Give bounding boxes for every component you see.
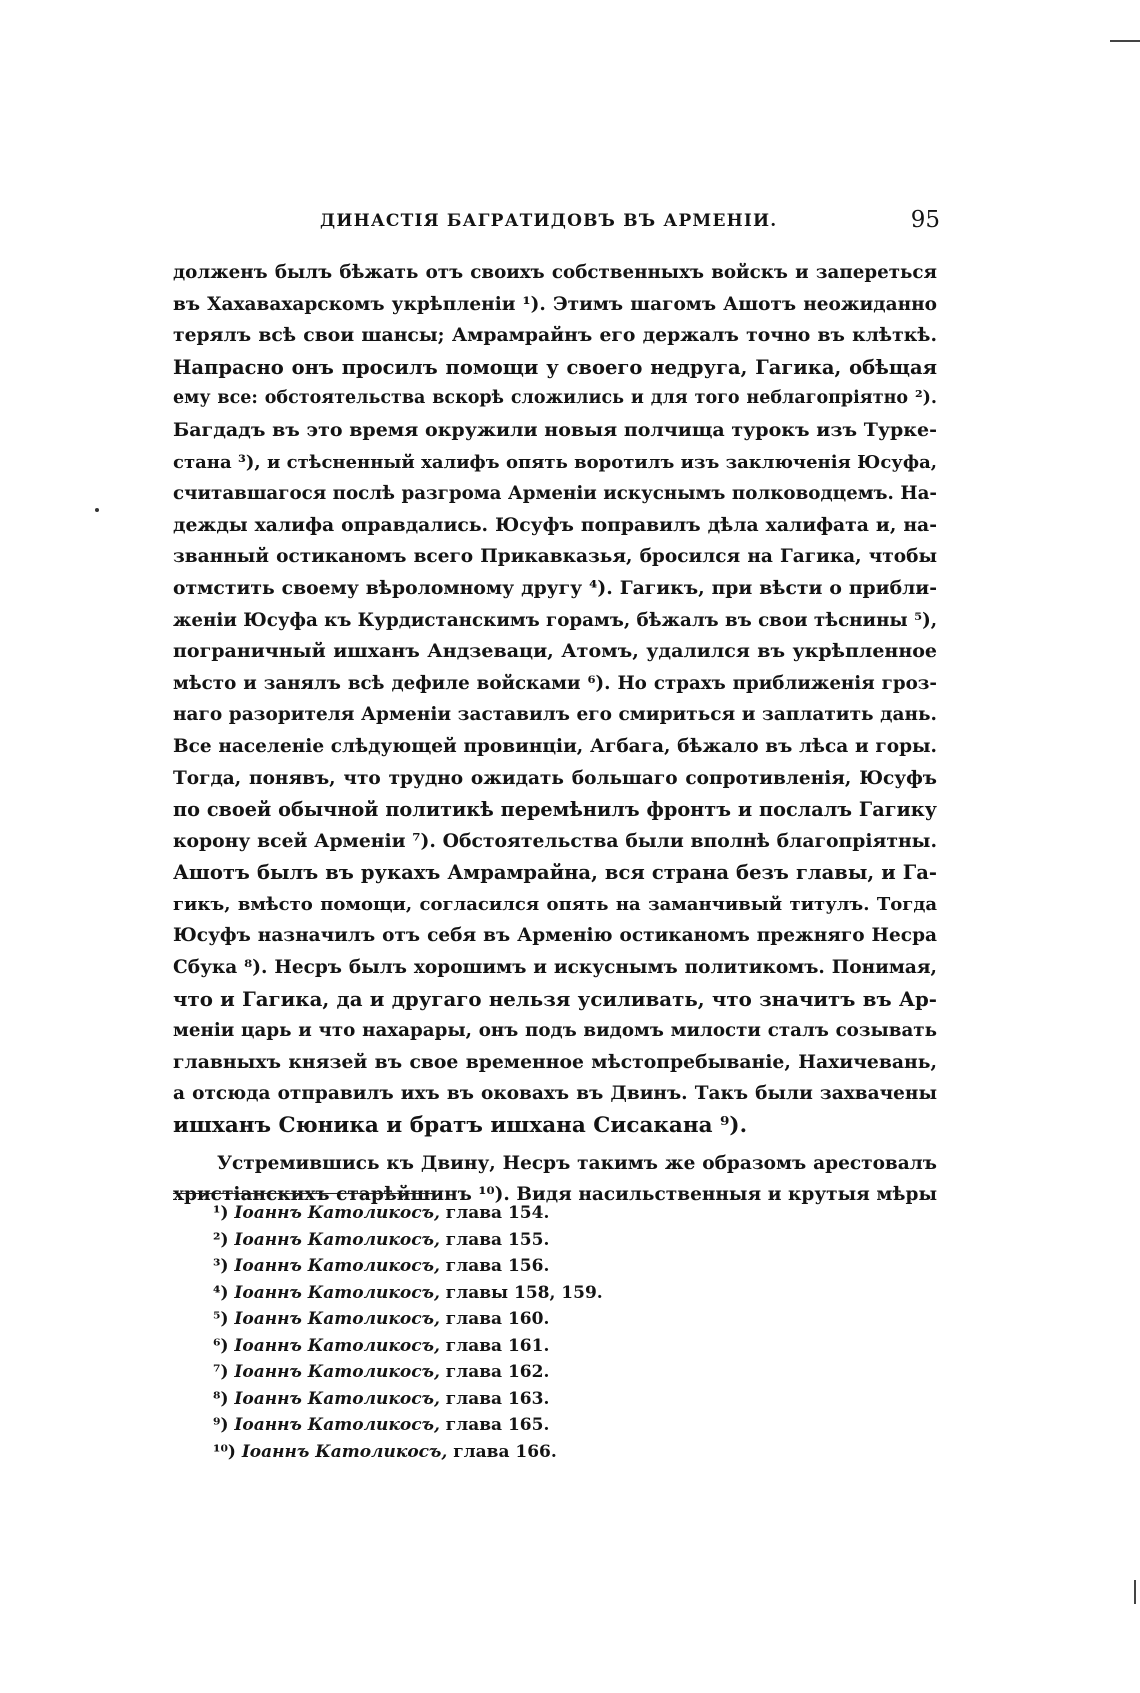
text-line: отмстить своему вѣроломному другу ⁴). Гагикъ, при вѣсти о прибли- (173, 576, 937, 599)
footnote-author: Іоаннъ Католикосъ, (234, 1415, 440, 1435)
footnote (213, 1306, 813, 1333)
footnote-author: Іоаннъ Католикосъ, (234, 1309, 440, 1329)
footnote-mark: ⁸) (213, 1388, 229, 1409)
footnote (213, 1439, 813, 1466)
text-line: ему все: обстоятельства вскорѣ сложились и для того неблагопріятно ²). (173, 388, 937, 409)
text-line: Напрасно онъ просилъ помощи у своего недруга, Гагика, обѣщая (173, 355, 937, 379)
footnote-ref: глава 154. (445, 1203, 550, 1223)
footnote-author: Іоаннъ Католикосъ, (234, 1256, 440, 1276)
text-line: Ашотъ былъ въ рукахъ Амрамрайна, вся страна безъ главы, и Га- (173, 861, 937, 885)
footnote (213, 1359, 813, 1386)
text-line: Багдадъ въ это время окружили новыя полчища турокъ изъ Турке- (173, 418, 937, 441)
footnote (213, 1412, 813, 1439)
footnote-mark: ²) (213, 1229, 229, 1250)
footnote-divider (173, 1193, 433, 1194)
footnote-author: Іоаннъ Католикосъ, (234, 1229, 440, 1250)
text-line: меніи царь и что нахарары, онъ подъ видомъ милости сталъ созывать (173, 1020, 937, 1042)
footnote-author: Іоаннъ Католикосъ, (234, 1362, 440, 1382)
scan-edge-mark-bottom (1134, 1580, 1136, 1604)
text-line: главныхъ князей въ свое временное мѣстопребываніе, Нахичевань, (173, 1050, 937, 1073)
footnote-author: Іоаннъ Католикосъ, (234, 1388, 440, 1409)
footnote-ref: глава 162. (445, 1362, 550, 1382)
text-line: Юсуфъ назначилъ отъ себя въ Арменію остиканомъ прежняго Несра (173, 925, 937, 947)
text-line: корону всей Арменіи ⁷). Обстоятельства были вполнѣ благопріятны. (173, 829, 937, 852)
footnote-mark: ¹⁰) (213, 1441, 236, 1462)
footnote-ref: глава 163. (445, 1388, 550, 1409)
text-line: мѣсто и занялъ всѣ дефиле войсками ⁶). Но страхъ приближенія гроз- (173, 672, 937, 694)
text-line: наго разорителя Арменіи заставилъ его смириться и заплатить дань. (173, 704, 937, 726)
text-line: пограничный ишханъ Андзеваци, Атомъ, удалился въ укрѣпленное (173, 640, 937, 663)
footnote (213, 1333, 813, 1360)
footnote-ref: главы 158, 159. (445, 1282, 603, 1303)
text-line: дежды халифа оправдались. Юсуфъ поправилъ дѣла халифата и, на- (173, 513, 937, 536)
text-line: долженъ былъ бѣжать отъ своихъ собственныхъ войскъ и запереться (173, 262, 937, 283)
footnote-ref: глава 161. (445, 1335, 550, 1356)
footnote-author: Іоаннъ Католикосъ, (241, 1441, 448, 1462)
text-line: терялъ всѣ свои шансы; Амрамрайнъ его держалъ точно въ клѣткѣ. (173, 324, 937, 347)
page-header (320, 207, 940, 237)
page-number: 95 (910, 207, 940, 233)
text-line: женіи Юсуфа къ Курдистанскимъ горамъ, бѣжалъ въ свои тѣснины ⁵), (173, 609, 938, 631)
footnote-ref: глава 155. (445, 1229, 550, 1250)
running-title: ДИНАСТІЯ БАГРАТИДОВЪ ВЪ АРМЕНІИ. (320, 211, 778, 231)
footnote-ref: глава 166. (453, 1441, 557, 1462)
footnote (213, 1227, 813, 1254)
text-line: считавшагося послѣ разгрома Арменіи искуснымъ полководцемъ. На- (173, 483, 937, 505)
footnote-author: Іоаннъ Католикосъ, (234, 1282, 440, 1303)
footnote-mark: ⁹) (213, 1415, 229, 1435)
footnote-ref: глава 165. (445, 1415, 550, 1435)
footnote-mark: ⁵) (213, 1309, 229, 1329)
footnotes (213, 1200, 813, 1465)
footnote-mark: ³) (213, 1256, 229, 1276)
text-line: ишханъ Сюника и братъ ишхана Сисакана ⁹). (173, 1113, 748, 1139)
text-line: христіанскихъ старѣйшинъ ¹⁰). Видя насильственныя и крутыя мѣры (173, 1184, 937, 1206)
text-line: Тогда, понявъ, что трудно ожидать большаго сопротивленія, Юсуфъ (173, 767, 937, 789)
text-line: въ Хахавахарскомъ укрѣпленіи ¹). Этимъ шагомъ Ашотъ неожиданно (173, 293, 937, 315)
text-line: что и Гагика, да и другаго нельзя усиливать, что значитъ въ Ар- (173, 986, 937, 1011)
text-line: а отсюда отправилъ ихъ въ оковахъ въ Двинъ. Такъ были захвачены (173, 1083, 937, 1105)
footnote-author: Іоаннъ Католикосъ, (234, 1203, 440, 1223)
footnote (213, 1386, 813, 1413)
text-line: Устремившись къ Двину, Несръ такимъ же образомъ арестовалъ (217, 1152, 937, 1174)
footnote (213, 1253, 813, 1280)
text-line: стана ³), и стѣсненный халифъ опять воротилъ изъ заключенія Юсуфа, (173, 451, 937, 473)
footnote-ref: глава 156. (445, 1256, 550, 1276)
footnote-mark: ¹) (213, 1203, 229, 1223)
text-line: Все населеніе слѣдующей провинціи, Агбага, бѣжало въ лѣса и горы. (173, 735, 937, 757)
footnote (213, 1280, 813, 1307)
footnote-mark: ⁷) (213, 1362, 229, 1382)
footnote-mark: ⁴) (213, 1282, 229, 1303)
margin-speck (95, 508, 99, 512)
text-line: Сбука ⁸). Несръ былъ хорошимъ и искуснымъ политикомъ. Понимая, (173, 957, 937, 979)
footnote (213, 1200, 813, 1227)
text-line: гикъ, вмѣсто помощи, согласился опять на заманчивый титулъ. Тогда (173, 893, 937, 915)
footnote-ref: глава 160. (445, 1309, 550, 1329)
scan-edge-mark-top (1110, 40, 1140, 42)
text-line: по своей обычной политикѣ перемѣнилъ фронтъ и послалъ Гагику (173, 798, 937, 822)
footnote-author: Іоаннъ Католикосъ, (234, 1335, 440, 1356)
footnote-mark: ⁶) (213, 1335, 229, 1356)
main-text (173, 257, 937, 1211)
text-line: званный остиканомъ всего Прикавказья, бросился на Гагика, чтобы (173, 546, 937, 568)
